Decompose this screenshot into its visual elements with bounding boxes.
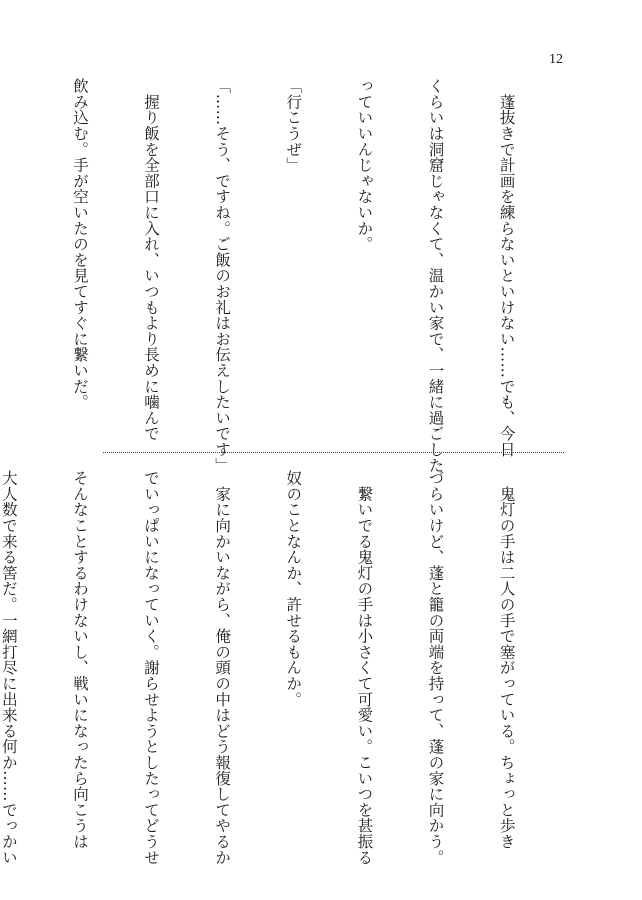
text-line: づらいけど、蓬と籠の両端を持って、蓬の家に向かう。 [426,470,445,865]
text-line: 「……そう、ですね。ご飯のお礼はお伝えしたいです」 [213,78,232,473]
text-line: 蓬抜きで計画を練らないといけない……でも、今日 [497,78,516,458]
text-line: そんなことするわけないし、戦いになったら向こうは [70,470,89,850]
text-line: っていいんじゃないか。 [355,78,374,252]
section-divider [103,452,564,453]
text-block-bottom [0,470,565,865]
text-line: 大人数で来る筈だ。一網打尽に出来る何か……でっかい [0,470,18,865]
blank-line [0,78,20,438]
text-block-top [0,78,565,473]
text-line: 握り飯を全部口に入れ、いつもより長めに噛んで [142,78,161,442]
text-line: 鬼灯の手は二人の手で塞がっている。ちょっと歩き [497,470,516,850]
text-line: 奴のことなんか、許せるもんか。 [284,470,303,707]
text-line: 繋いでる鬼灯の手は小さくて可愛い。こいつを甚振る [355,470,374,865]
text-line: でいっぱいになっていく。謝らせようとしたってどうせ [142,470,161,865]
text-line: 家に向かいながら、俺の頭の中はどう報復してやるか [213,470,232,865]
text-line: 「行こうぜ」 [284,78,303,173]
text-line: くらいは洞窟じゃなくて、温かい家で、一緒に過ごした [426,78,445,473]
page-number: 12 [549,52,563,67]
text-line: 飲み込む。手が空いたのを見てすぐに繋いだ。 [70,78,89,410]
